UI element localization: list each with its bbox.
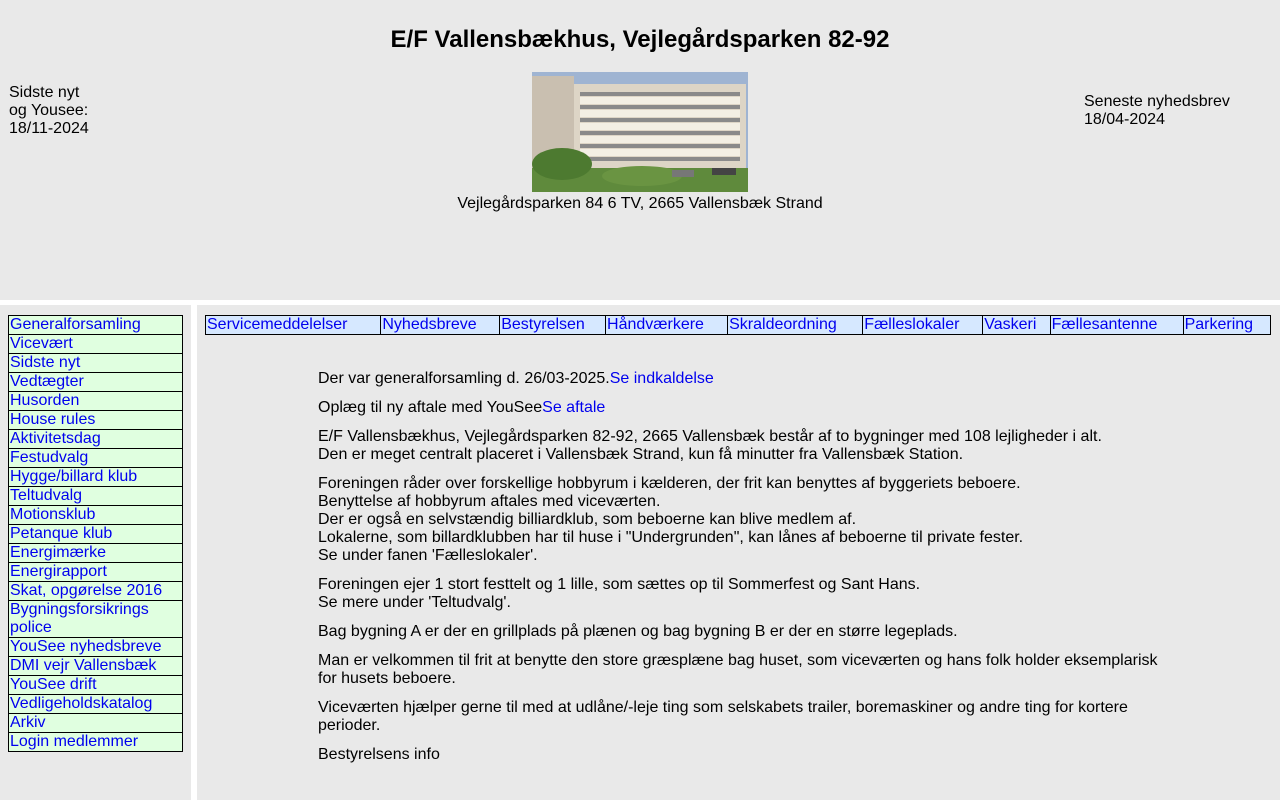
tab-handvaerkere [606, 316, 728, 335]
sidebar-item-dmi-vejr [9, 657, 183, 676]
tab-parkering [1183, 316, 1270, 335]
latest-news-block [9, 84, 129, 138]
grill-paragraph: Bag bygning A er der en grillplads på plænen og bag bygning B er der en større legeplads. [318, 623, 958, 640]
tab-faellesantenne [1050, 316, 1183, 335]
sidebar-link[interactable]: Hygge/billard klub [10, 468, 138, 485]
sidebar-link[interactable]: House rules [10, 411, 96, 428]
sidebar-link[interactable]: Petanque klub [10, 525, 113, 542]
header [0, 0, 1280, 300]
tab-skraldeordning [728, 316, 863, 335]
sidebar-link[interactable]: Arkiv [10, 714, 46, 731]
sidebar-item-vicevaert [9, 335, 183, 354]
tab-servicemeddelelser [206, 316, 381, 335]
board-info-heading: Bestyrelsens info [318, 746, 440, 763]
sidebar-link[interactable]: DMI vejr Vallensbæk [10, 657, 157, 674]
article-body [318, 370, 1178, 775]
sidebar-link[interactable]: Login medlemmer [10, 733, 139, 750]
newsletter-date: 18/04-2024 [1084, 111, 1165, 128]
lawn-paragraph: Man er velkommen til frit at benytte den store græsplæne bag huset, som viceværten og hans folk holder eksemplarisk for husets beboere. [318, 652, 1158, 687]
gf-text: Der var generalforsamling d. 26/03-2025. [318, 370, 610, 387]
sidebar-link[interactable]: Vicevært [10, 335, 73, 352]
sidebar-item-energirapport [9, 563, 183, 582]
building-illustration [532, 72, 748, 192]
gf-invite-link[interactable]: Se indkaldelse [609, 370, 714, 387]
intro-line-1: E/F Vallensbækhus, Vejlegårdsparken 82-92, 2665 Vallensbæk består af to bygninger med 108 lejligheder i alt. [318, 428, 1102, 445]
latest-news-label-2: og Yousee: [9, 102, 89, 119]
sidebar-item-login [9, 733, 183, 752]
sidebar-item-skat [9, 582, 183, 601]
latest-news-date: 18/11-2024 [9, 120, 89, 137]
hobby-line-5: Se under fanen 'Fælleslokaler'. [318, 547, 538, 564]
tab-link[interactable]: Skraldeordning [729, 316, 837, 333]
yousee-text: Oplæg til ny aftale med YouSee [318, 399, 543, 416]
sidebar-link[interactable]: YouSee drift [10, 676, 97, 693]
yousee-notice [318, 399, 1178, 417]
sidebar-link[interactable]: Skat, opgørelse 2016 [10, 582, 163, 599]
sidebar-link[interactable]: Husorden [10, 392, 80, 409]
sidebar-item-vedtaegter [9, 373, 183, 392]
tab-link[interactable]: Parkering [1184, 316, 1254, 333]
sidebar-link[interactable]: Vedligeholdskatalog [10, 695, 153, 712]
main-content [197, 305, 1280, 800]
hobby-line-4: Lokalerne, som billardklubben har til huse i "Undergrunden", kan lånes af beboerne til private fester. [318, 529, 1024, 546]
sidebar-link[interactable]: Aktivitetsdag [10, 430, 101, 447]
sidebar-link[interactable]: Generalforsamling [10, 316, 141, 333]
sidebar [0, 305, 191, 800]
tab-nyhedsbreve [381, 316, 500, 335]
sidebar-link[interactable]: Energimærke [10, 544, 107, 561]
sidebar-item-house-rules [9, 411, 183, 430]
sidebar-item-teltudvalg [9, 487, 183, 506]
address-line: Vejlegårdsparken 84 6 TV, 2665 Vallensbæk Strand [457, 195, 823, 212]
tab-link[interactable]: Nyhedsbreve [382, 316, 477, 333]
gf-notice [318, 370, 1178, 388]
sidebar-item-petanque [9, 525, 183, 544]
tent-line-1: Foreningen ejer 1 stort festtelt og 1 lille, som sættes op til Sommerfest og Sant Hans. [318, 576, 921, 593]
hobby-paragraph [318, 475, 1178, 565]
sidebar-link[interactable]: YouSee nyhedsbreve [10, 638, 162, 655]
sidebar-link[interactable]: Motionsklub [10, 506, 96, 523]
newsletter-label: Seneste nyhedsbrev [1084, 93, 1230, 110]
sidebar-link[interactable]: Teltudvalg [10, 487, 83, 504]
hobby-line-2: Benyttelse af hobbyrum aftales med viceværten. [318, 493, 661, 510]
sidebar-item-husorden [9, 392, 183, 411]
tab-link[interactable]: Servicemeddelelser [207, 316, 348, 333]
tab-link[interactable]: Håndværkere [607, 316, 704, 333]
sidebar-link[interactable]: Energirapport [10, 563, 107, 580]
sidebar-link[interactable]: Vedtægter [10, 373, 84, 390]
tent-paragraph [318, 576, 1178, 612]
sidebar-item-arkiv [9, 714, 183, 733]
intro-line-2: Den er meget centralt placeret i Vallensbæk Strand, kun få minutter fra Vallensbæk Station. [318, 446, 964, 463]
tab-link[interactable]: Fællesantenne [1051, 316, 1158, 333]
site-title: E/F Vallensbækhus, Vejlegårdsparken 82-92 [390, 26, 890, 53]
sidebar-item-festudvalg [9, 449, 183, 468]
top-nav [205, 315, 1271, 335]
building-photo [532, 72, 748, 192]
tab-faelleslokaler [863, 316, 983, 335]
sidebar-menu [8, 315, 183, 752]
sidebar-item-hygge-billard [9, 468, 183, 487]
loan-paragraph: Viceværten hjælper gerne til med at udlåne/-leje ting som selskabets trailer, boremaskiner og andre ting for kortere perioder. [318, 699, 1128, 734]
hobby-line-1: Foreningen råder over forskellige hobbyrum i kælderen, der frit kan benyttes af byggeriets beboere. [318, 475, 1021, 492]
sidebar-item-forsikring [9, 601, 183, 638]
newsletter-block [1084, 93, 1264, 129]
tab-link[interactable]: Fælleslokaler [864, 316, 960, 333]
sidebar-link[interactable]: Festudvalg [10, 449, 89, 466]
sidebar-item-yousee-nyhedsbreve [9, 638, 183, 657]
tent-line-2: Se mere under 'Teltudvalg'. [318, 594, 511, 611]
yousee-agreement-link[interactable]: Se aftale [542, 399, 606, 416]
sidebar-item-energimaerke [9, 544, 183, 563]
tab-bestyrelsen [500, 316, 606, 335]
tab-link[interactable]: Bestyrelsen [501, 316, 585, 333]
sidebar-item-generalforsamling [9, 316, 183, 335]
sidebar-link[interactable]: Bygningsforsikrings police [10, 601, 149, 636]
tab-link[interactable]: Vaskeri [984, 316, 1037, 333]
sidebar-item-vedligeholdskatalog [9, 695, 183, 714]
sidebar-item-motionsklub [9, 506, 183, 525]
intro-paragraph [318, 428, 1178, 464]
sidebar-item-aktivitetsdag [9, 430, 183, 449]
latest-news-label-1: Sidste nyt [9, 84, 80, 101]
sidebar-item-sidste-nyt [9, 354, 183, 373]
hobby-line-3: Der er også en selvstændig billiardklub, som beboerne kan blive medlem af. [318, 511, 857, 528]
tab-vaskeri [983, 316, 1050, 335]
sidebar-link[interactable]: Sidste nyt [10, 354, 81, 371]
sidebar-item-yousee-drift [9, 676, 183, 695]
